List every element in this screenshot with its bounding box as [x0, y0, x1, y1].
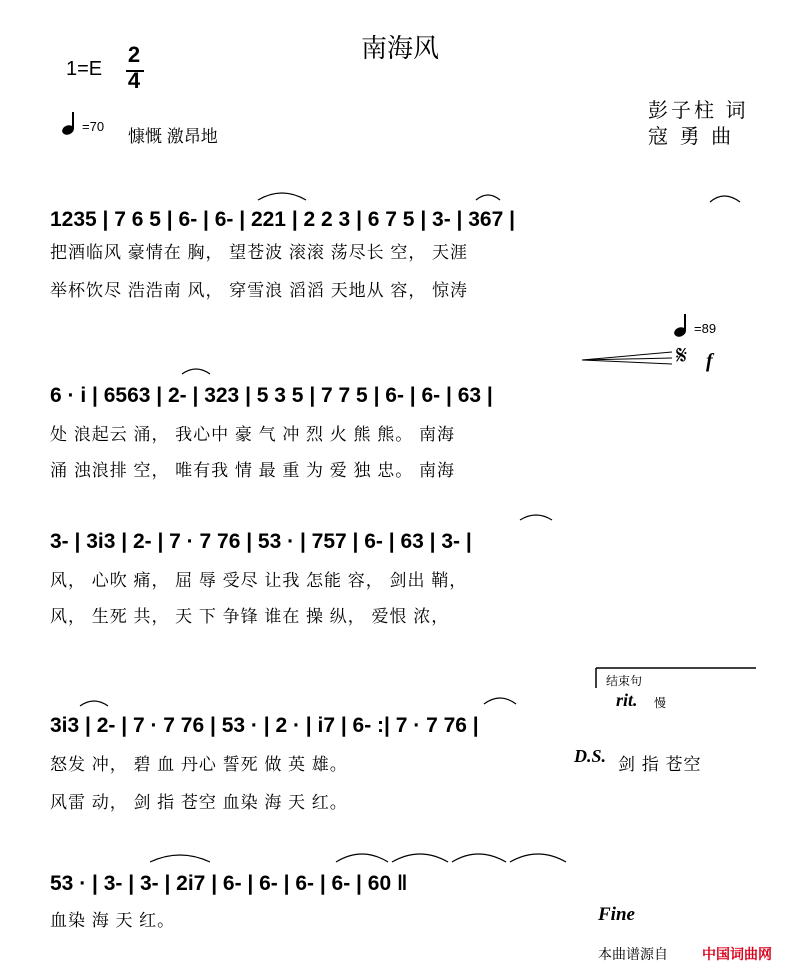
lyrics-row-1-verse-1: 把酒临风 豪情在 胸， 望苍波 滚滚 荡尽长 空， 天涯: [50, 243, 469, 262]
source-site-link[interactable]: 中国词曲网: [702, 946, 772, 962]
source-label: 本曲谱源自: [598, 946, 668, 962]
slur: [182, 369, 210, 374]
lyrics-row-3-verse-2: 风， 生死 共， 天 下 争锋 谁在 操 纵， 爱恨 浓，: [50, 607, 450, 626]
quarter-note-icon: [60, 110, 82, 136]
slur: [520, 515, 552, 520]
forte-icon: f: [706, 350, 713, 372]
slur: [476, 195, 500, 200]
notation-row-5: 53 · | 3- | 3- | 2i7 | 6- | 6- | 6- | 6- | 60 ‖: [50, 872, 408, 895]
slur: [258, 193, 306, 200]
tie: [336, 854, 388, 862]
fine-marking: Fine: [598, 904, 635, 925]
dal-segno-marking: D.S.: [574, 746, 607, 766]
tempo-value-2: =89: [694, 321, 717, 336]
tie: [392, 854, 448, 862]
mood-marking: 慷慨 激昂地: [128, 127, 218, 146]
time-signature-bottom: 4: [127, 68, 141, 93]
quarter-note-icon: [672, 312, 694, 338]
notation-row-2: 6 · i | 6563 | 2- | 323 | 5 3 5 | 7 7 5 | 6- | 6- | 63 |: [50, 384, 493, 407]
tempo-marking: [60, 110, 104, 136]
segno-icon: 𝄋: [676, 340, 688, 370]
notation-row-4: 3i3 | 2- | 7 · 7 76 | 53 · | 2 · | i7 | 6- :| 7 · 7 76 |: [50, 714, 479, 737]
tie: [150, 855, 210, 862]
key-signature: 1=E: [66, 58, 103, 80]
crescendo-line: [582, 360, 672, 364]
slur: [484, 698, 516, 704]
lyrics-row-2-verse-1: 处 浪起云 涌， 我心中 豪 气 冲 烈 火 熊 熊。 南海: [50, 425, 455, 444]
slur: [710, 196, 740, 202]
slur: [80, 701, 108, 706]
tie: [510, 854, 566, 862]
time-signature-top: 2: [127, 42, 141, 67]
time-signature: [124, 44, 144, 92]
crescendo-line: [582, 358, 672, 360]
tempo-value: =70: [82, 119, 105, 134]
lyrics-row-2-verse-2: 涌 浊浪排 空， 唯有我 情 最 重 为 爱 独 忠。 南海: [50, 461, 455, 480]
lyrics-row-5-verse-1: 血染 海 天 红。: [50, 911, 176, 930]
lyricist-credit: 彭子柱 词: [648, 100, 749, 122]
tie: [452, 854, 506, 862]
tempo-marking-2: [672, 312, 716, 338]
lyrics-row-3-verse-1: 风， 心吹 痛， 屈 辱 受尽 让我 怎能 容， 剑出 鞘，: [50, 571, 468, 590]
ending-phrase-label: 结束句: [606, 674, 643, 688]
lyrics-row-4-verse-1: 怒发 冲， 碧 血 丹心 誓死 做 英 雄。: [50, 755, 348, 774]
ritardando-marking: rit.: [616, 690, 638, 710]
notation-row-1: 1235 | 7 6 5 | 6- | 6- | 221 | 2 2 3 | 6 7 5 | 3- | 367 |: [50, 208, 515, 231]
ritardando-slow-label: 慢: [654, 696, 667, 710]
crescendo-line: [582, 352, 672, 360]
song-title: 南海风: [360, 33, 439, 63]
lyrics-row-1-verse-2: 举杯饮尽 浩浩南 风， 穿雪浪 滔滔 天地从 容， 惊涛: [50, 281, 469, 300]
lyrics-row-4-verse-2: 风雷 动， 剑 指 苍空 血染 海 天 红。: [50, 793, 348, 812]
notation-row-3: 3- | 3i3 | 2- | 7 · 7 76 | 53 · | 757 | 6- | 63 | 3- |: [50, 530, 472, 553]
lyrics-row-4-ending: 剑 指 苍空: [618, 755, 702, 774]
composer-credit: 寇 勇 曲: [648, 126, 735, 148]
